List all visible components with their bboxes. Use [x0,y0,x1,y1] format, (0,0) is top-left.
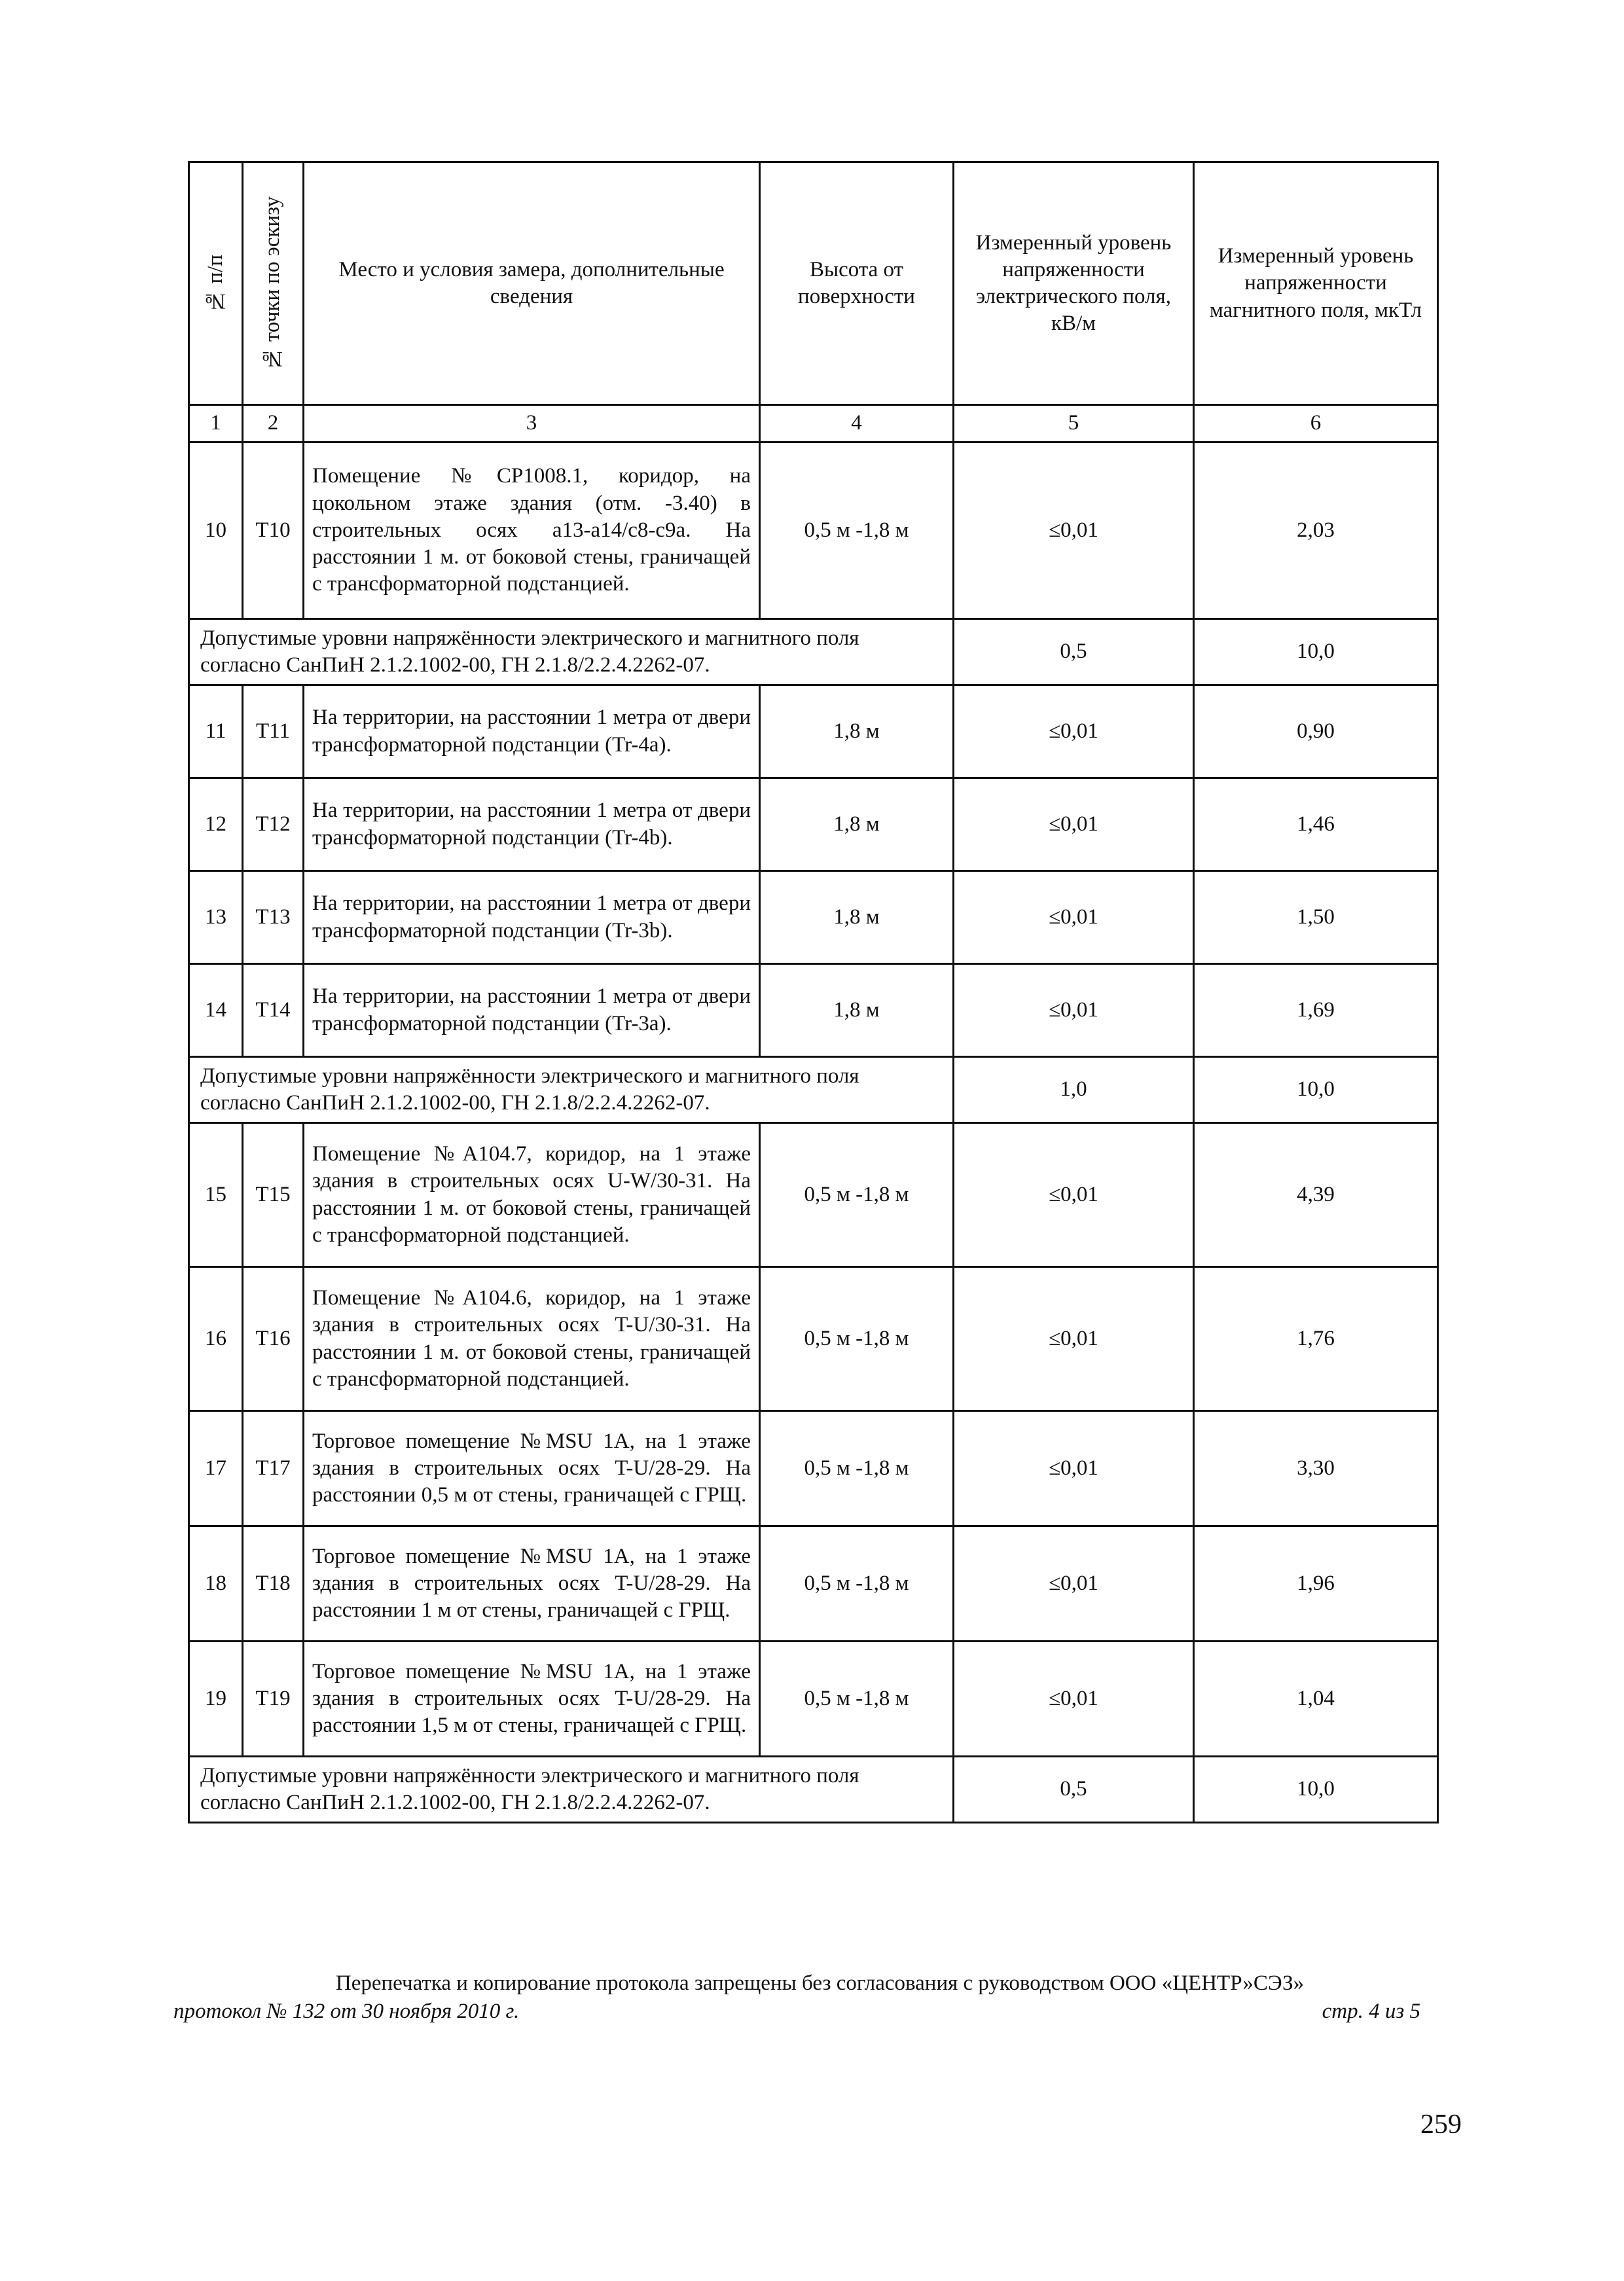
measurement-location: Помещение №A104.6, коридор, на 1 этаже здания в строительных осях T-U/30-31. На расстоянии 1 м. от боковой стены, граничащей с трансформаторной подстанцией. [304,1267,760,1411]
table-row [189,685,1438,778]
measurement-location: Помещение №A104.7, коридор, на 1 этаже здания в строительных осях U-W/30-31. На расстоянии 1 м. от боковой стены, граничащей с трансформаторной подстанцией. [304,1123,760,1267]
row-number: 12 [189,778,243,871]
table-row [189,1526,1438,1642]
page-indicator: стр. 4 из 5 [1322,2000,1420,2023]
point-id: T15 [243,1123,304,1267]
row-number: 19 [189,1642,243,1757]
magnetic-field-value: 4,39 [1194,1123,1438,1267]
magnetic-limit: 10,0 [1194,1757,1438,1823]
permissible-limits-row [189,619,1438,685]
header-col4: Высота от поверхности [760,162,954,405]
magnetic-field-value: 3,30 [1194,1411,1438,1526]
electric-field-value: ≤0,01 [954,1267,1194,1411]
point-id: T11 [243,685,304,778]
page-number: 259 [1420,2110,1462,2140]
measurement-location: Торговое помещение №MSU 1A, на 1 этаже здания в строительных осях T-U/28-29. На расстоянии 1 м от стены, граничащей с ГРЩ. [304,1526,760,1642]
permissible-limits-row [189,1757,1438,1823]
copy-notice: Перепечатка и копирование протокола запрещены без согласования с руководством ООО «ЦЕНТР»СЭЗ» [335,1971,1305,1995]
measurement-height: 0,5 м -1,8 м [760,442,954,619]
measurement-height: 1,8 м [760,964,954,1057]
electric-field-value: ≤0,01 [954,442,1194,619]
electric-field-value: ≤0,01 [954,778,1194,871]
table-row [189,1267,1438,1411]
table-row [189,1642,1438,1757]
col-number: 1 [189,405,243,442]
row-number: 11 [189,685,243,778]
row-number: 18 [189,1526,243,1642]
header-col2: № точки по эскизу [243,162,304,405]
row-number: 16 [189,1267,243,1411]
point-id: T13 [243,871,304,964]
measurement-location: Торговое помещение №MSU 1A, на 1 этаже здания в строительных осях T-U/28-29. На расстоянии 0,5 м от стены, граничащей с ГРЩ. [304,1411,760,1526]
measurement-height: 1,8 м [760,778,954,871]
point-id: T14 [243,964,304,1057]
col-number: 5 [954,405,1194,442]
electric-field-value: ≤0,01 [954,871,1194,964]
point-id: T16 [243,1267,304,1411]
measurement-location: Помещение №CP1008.1, коридор, на цокольном этаже здания (отм. -3.40) в строительных осях a13-a14/c8-c9a. На расстоянии 1 м. от боковой стены, граничащей с трансформаторной подстанцией. [304,442,760,619]
column-number-row [189,405,1438,442]
table-row [189,1123,1438,1267]
measurement-height: 1,8 м [760,871,954,964]
measurement-height: 0,5 м -1,8 м [760,1642,954,1757]
electric-field-value: ≤0,01 [954,1642,1194,1757]
magnetic-field-value: 1,50 [1194,871,1438,964]
magnetic-field-value: 1,76 [1194,1267,1438,1411]
table-header-row [189,162,1438,405]
point-id: T10 [243,442,304,619]
point-id: T12 [243,778,304,871]
electric-field-value: ≤0,01 [954,1411,1194,1526]
limits-text: Допустимые уровни напряжённости электрического и магнитного поля согласно СанПиН 2.1.2.1002-00, ГН 2.1.8/2.2.4.2262-07. [189,1057,954,1123]
point-id: T18 [243,1526,304,1642]
col-number: 6 [1194,405,1438,442]
measurement-height: 1,8 м [760,685,954,778]
magnetic-field-value: 1,69 [1194,964,1438,1057]
measurement-location: На территории, на расстоянии 1 метра от двери трансформаторной подстанции (Tr-3b). [304,871,760,964]
electric-field-value: ≤0,01 [954,964,1194,1057]
magnetic-field-value: 0,90 [1194,685,1438,778]
electric-limit: 0,5 [954,619,1194,685]
electric-field-value: ≤0,01 [954,1123,1194,1267]
table-row [189,964,1438,1057]
point-id: T17 [243,1411,304,1526]
electric-limit: 0,5 [954,1757,1194,1823]
table-row [189,442,1438,619]
header-col1: № п/п [189,162,243,405]
col-number: 3 [304,405,760,442]
measurement-height: 0,5 м -1,8 м [760,1411,954,1526]
measurement-height: 0,5 м -1,8 м [760,1123,954,1267]
magnetic-field-value: 1,96 [1194,1526,1438,1642]
measurement-location: На территории, на расстоянии 1 метра от двери трансформаторной подстанции (Tr-4a). [304,685,760,778]
electric-field-value: ≤0,01 [954,1526,1194,1642]
header-col6: Измеренный уровень напряженности магнитного поля, мкТл [1194,162,1438,405]
protocol-ref: протокол № 132 от 30 ноября 2010 г. [173,2000,520,2023]
measurement-location: Торговое помещение №MSU 1A, на 1 этаже здания в строительных осях T-U/28-29. На расстоянии 1,5 м от стены, граничащей с ГРЩ. [304,1642,760,1757]
measurement-height: 0,5 м -1,8 м [760,1526,954,1642]
limits-text: Допустимые уровни напряжённости электрического и магнитного поля согласно СанПиН 2.1.2.1002-00, ГН 2.1.8/2.2.4.2262-07. [189,1757,954,1823]
col-number: 2 [243,405,304,442]
point-id: T19 [243,1642,304,1757]
magnetic-limit: 10,0 [1194,1057,1438,1123]
header-col5: Измеренный уровень напряженности электрического поля, кВ/м [954,162,1194,405]
electric-limit: 1,0 [954,1057,1194,1123]
magnetic-field-value: 2,03 [1194,442,1438,619]
row-number: 10 [189,442,243,619]
header-col3: Место и условия замера, дополнительные сведения [304,162,760,405]
row-number: 15 [189,1123,243,1267]
magnetic-field-value: 1,04 [1194,1642,1438,1757]
row-number: 13 [189,871,243,964]
measurement-table [188,161,1439,1823]
magnetic-field-value: 1,46 [1194,778,1438,871]
measurement-location: На территории, на расстоянии 1 метра от двери трансформаторной подстанции (Tr-3a). [304,964,760,1057]
page-footer [173,1971,1420,2024]
magnetic-limit: 10,0 [1194,619,1438,685]
measurement-location: На территории, на расстоянии 1 метра от двери трансформаторной подстанции (Tr-4b). [304,778,760,871]
measurement-height: 0,5 м -1,8 м [760,1267,954,1411]
table-row [189,871,1438,964]
electric-field-value: ≤0,01 [954,685,1194,778]
row-number: 14 [189,964,243,1057]
table-row [189,778,1438,871]
permissible-limits-row [189,1057,1438,1123]
row-number: 17 [189,1411,243,1526]
col-number: 4 [760,405,954,442]
table-row [189,1411,1438,1526]
limits-text: Допустимые уровни напряжённости электрического и магнитного поля согласно СанПиН 2.1.2.1002-00, ГН 2.1.8/2.2.4.2262-07. [189,619,954,685]
